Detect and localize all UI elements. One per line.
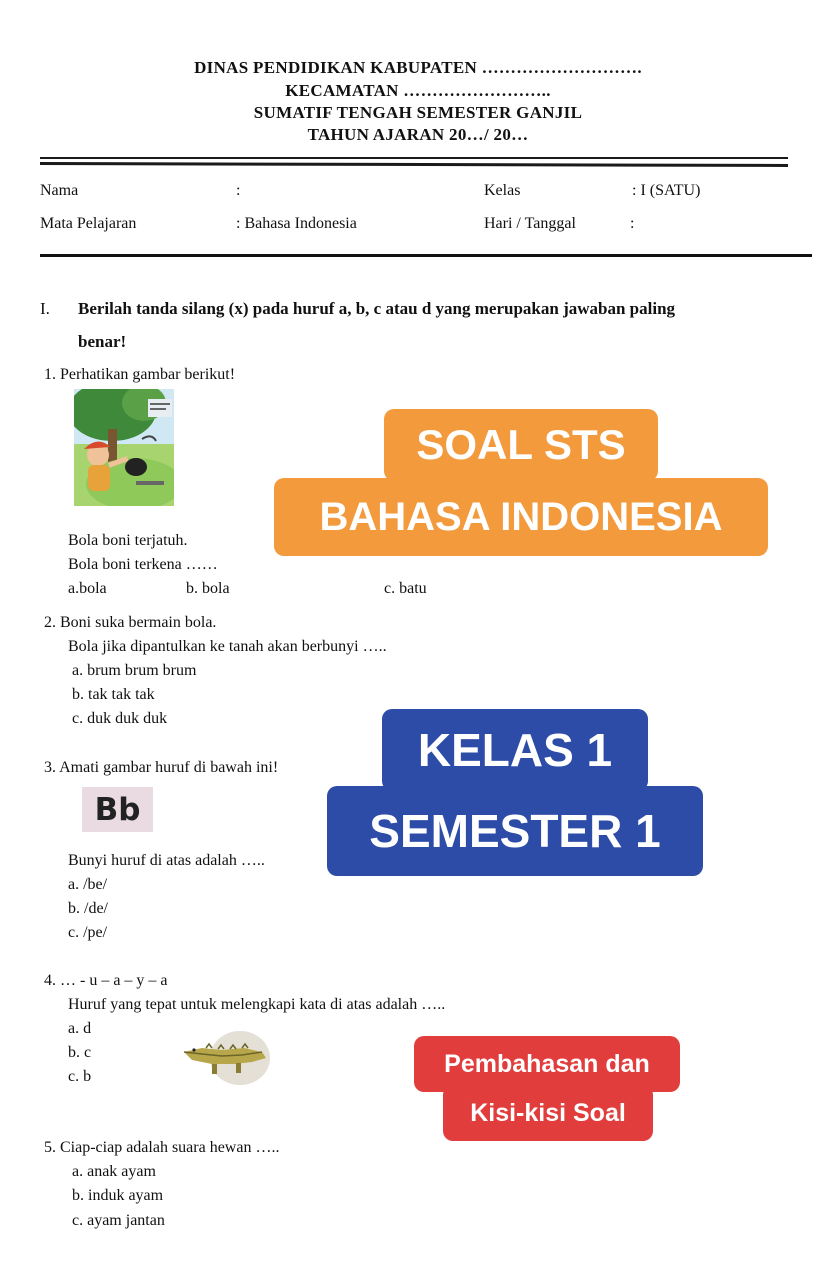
banner-soal-sts: SOAL STS <box>384 409 658 481</box>
question-2-line-1: Bola jika dipantulkan ke tanah akan berbunyi ….. <box>68 638 387 655</box>
question-5-option-a: a. anak ayam <box>72 1163 156 1180</box>
question-1-option-a: a.bola <box>68 580 107 597</box>
banner-bahasa-indonesia: BAHASA INDONESIA <box>274 478 768 556</box>
question-4-line-1: Huruf yang tepat untuk melengkapi kata di atas adalah ….. <box>68 996 446 1013</box>
date-colon: : <box>630 215 635 232</box>
question-2-stem: 2. Boni suka bermain bola. <box>44 614 217 631</box>
letter-card-bb: Bb <box>82 787 153 832</box>
date-label: Hari / Tanggal <box>484 215 576 232</box>
question-5-stem: 5. Ciap-ciap adalah suara hewan ….. <box>44 1139 280 1156</box>
question-3-option-a: a. /be/ <box>68 876 108 893</box>
banner-pembahasan: Pembahasan dan <box>414 1036 680 1092</box>
question-4-stem: 4. … - u – a – y – a <box>44 972 168 989</box>
question-1-line-2: Bola boni terkena …… <box>68 556 218 573</box>
question-2-option-b: b. tak tak tak <box>72 686 155 703</box>
header-district: KECAMATAN …………………….. <box>285 81 551 100</box>
banner-kelas: KELAS 1 <box>382 709 648 791</box>
question-1-option-b: b. bola <box>186 580 230 597</box>
section-number: I. <box>40 299 50 318</box>
name-colon: : <box>236 182 241 199</box>
question-1-line-1: Bola boni terjatuh. <box>68 532 188 549</box>
question-5-option-c: c. ayam jantan <box>72 1212 165 1229</box>
crocodile-illustration <box>182 1030 270 1086</box>
identity-divider <box>40 254 812 257</box>
section-instruction: Berilah tanda silang (x) pada huruf a, b, c atau d yang merupakan jawaban paling <box>78 299 676 318</box>
question-3-option-b: b. /de/ <box>68 900 108 917</box>
header-divider-thin <box>40 157 788 159</box>
class-value: : I (SATU) <box>632 182 701 199</box>
question-3-option-c: c. /pe/ <box>68 924 108 941</box>
banner-kisi-kisi: Kisi-kisi Soal <box>443 1085 653 1141</box>
question-4-option-a: a. d <box>68 1020 92 1037</box>
header-school-year: TAHUN AJARAN 20…/ 20… <box>307 125 529 144</box>
header-exam-title: SUMATIF TENGAH SEMESTER GANJIL <box>253 103 583 122</box>
question-3-stem: 3. Amati gambar huruf di bawah ini! <box>44 759 279 776</box>
question-1-stem: 1. Perhatikan gambar berikut! <box>44 366 236 383</box>
question-4-option-c: c. b <box>68 1068 92 1085</box>
question-3-line-1: Bunyi huruf di atas adalah ….. <box>68 852 265 869</box>
header-divider-thick <box>40 162 788 167</box>
question-1-option-c: c. batu <box>384 580 427 597</box>
question-5-option-b: b. induk ayam <box>72 1187 164 1204</box>
question-2-option-a: a. brum brum brum <box>72 662 197 679</box>
question-4-option-b: b. c <box>68 1044 92 1061</box>
header-agency: DINAS PENDIDIKAN KABUPATEN ………………………. <box>194 58 642 77</box>
banner-semester: SEMESTER 1 <box>327 786 703 876</box>
class-label: Kelas <box>484 182 521 199</box>
question-2-option-c: c. duk duk duk <box>72 710 168 727</box>
boni-ball-illustration <box>74 389 174 506</box>
subject-label: Mata Pelajaran <box>40 215 137 232</box>
subject-value: : Bahasa Indonesia <box>236 215 357 232</box>
section-instruction-cont: benar! <box>78 332 127 351</box>
name-label: Nama <box>40 182 79 199</box>
